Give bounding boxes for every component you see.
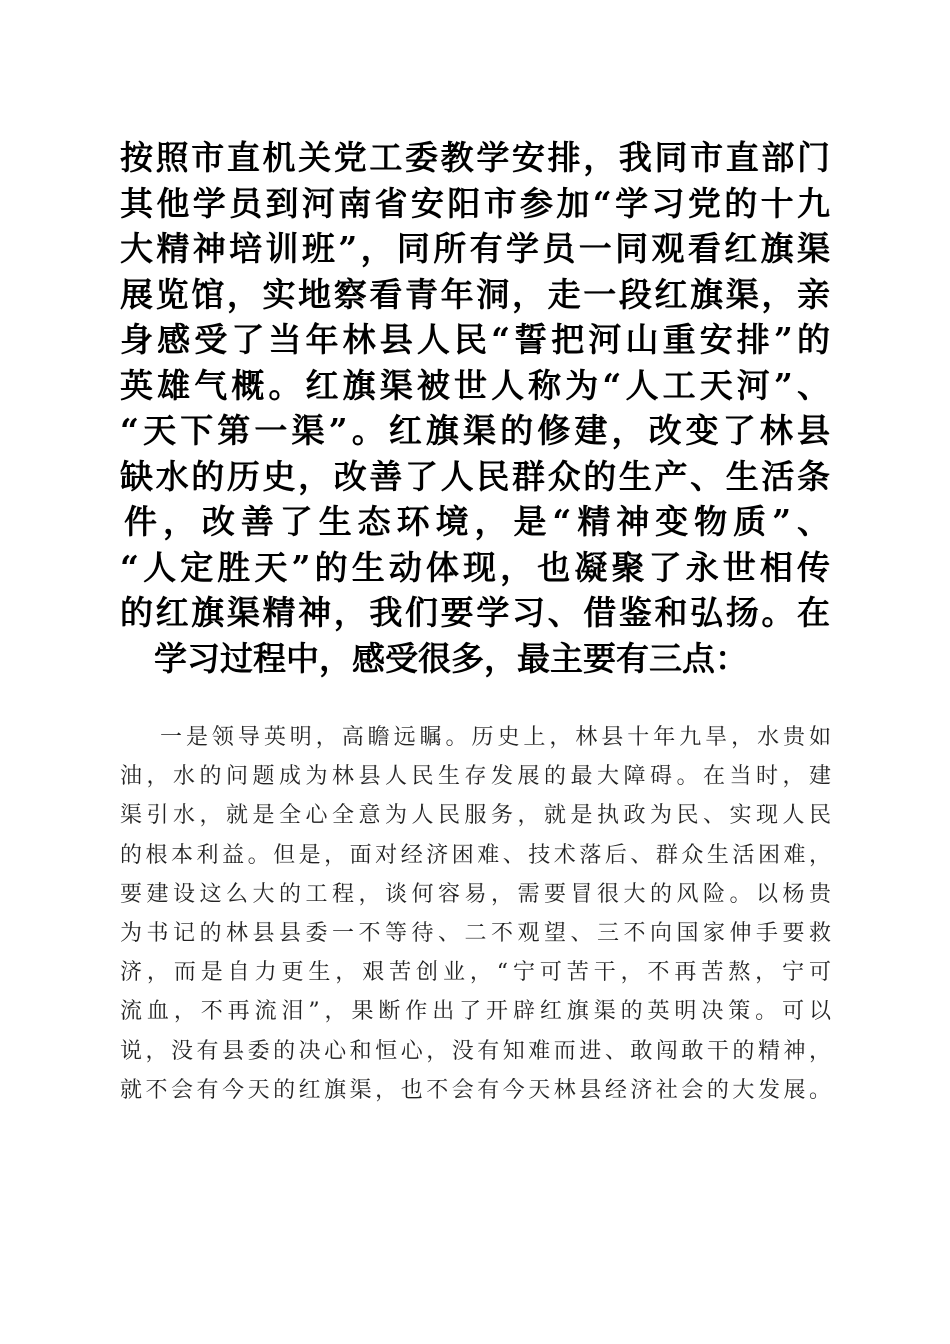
body-line: 流血，不再流泪”，果断作出了开辟红旗渠的英明决策。可以 [120,999,832,1025]
body-line: 的根本利益。但是，面对经济困难、技术落后、群众生活困难， [120,842,832,868]
body-line: 渠引水，就是全心全意为人民服务，就是执政为民、实现人民 [120,803,832,829]
intro-line: 按照市直机关党工委教学安排，我同市直部门 [120,138,830,177]
intro-paragraph [120,135,830,681]
body-line: 就不会有今天的红旗渠，也不会有今天林县经济社会的大发展。 [120,1077,832,1103]
body-line: 济，而是自力更生，艰苦创业，“宁可苦干，不再苦熬，宁可 [120,960,832,986]
body-line: 说，没有县委的决心和恒心，没有知难而进、敢闯敢干的精神， [120,1038,832,1064]
intro-line: 件，改善了生态环境，是“精神变物质”、 [124,502,830,541]
intro-line: 缺水的历史，改善了人民群众的生产、生活条 [120,456,830,496]
body-line: 油，水的问题成为林县人民生存发展的最大障碍。在当时，建 [120,764,832,790]
intro-line: “天下第一渠”。红旗渠的修建，改变了林县 [120,411,830,450]
intro-line: 身感受了当年林县人民“誓把河山重安排”的 [120,320,830,359]
intro-line: 学习过程中，感受很多，最主要有三点： [154,638,748,678]
intro-line: 其他学员到河南省安阳市参加“学习党的十九 [120,183,830,223]
intro-line: 英雄气概。红旗渠被世人称为“人工天河”、 [120,365,830,405]
intro-line: 的红旗渠精神，我们要学习、借鉴和弘扬。在 [120,593,830,632]
body-line: 为书记的林县县委一不等待、二不观望、三不向国家伸手要救 [120,920,832,946]
body-line: 要建设这么大的工程，谈何容易，需要冒很大的风险。以杨贵 [120,881,832,907]
intro-line: “人定胜天”的生动体现，也凝聚了永世相传 [120,547,830,587]
body-paragraph [120,718,832,1110]
body-line: 一是领导英明，高瞻远瞩。历史上，林县十年九旱，水贵如 [160,725,832,750]
intro-line: 展览馆，实地察看青年洞，走一段红旗渠，亲 [120,274,830,314]
intro-line: 大精神培训班”，同所有学员一同观看红旗渠 [120,229,830,268]
